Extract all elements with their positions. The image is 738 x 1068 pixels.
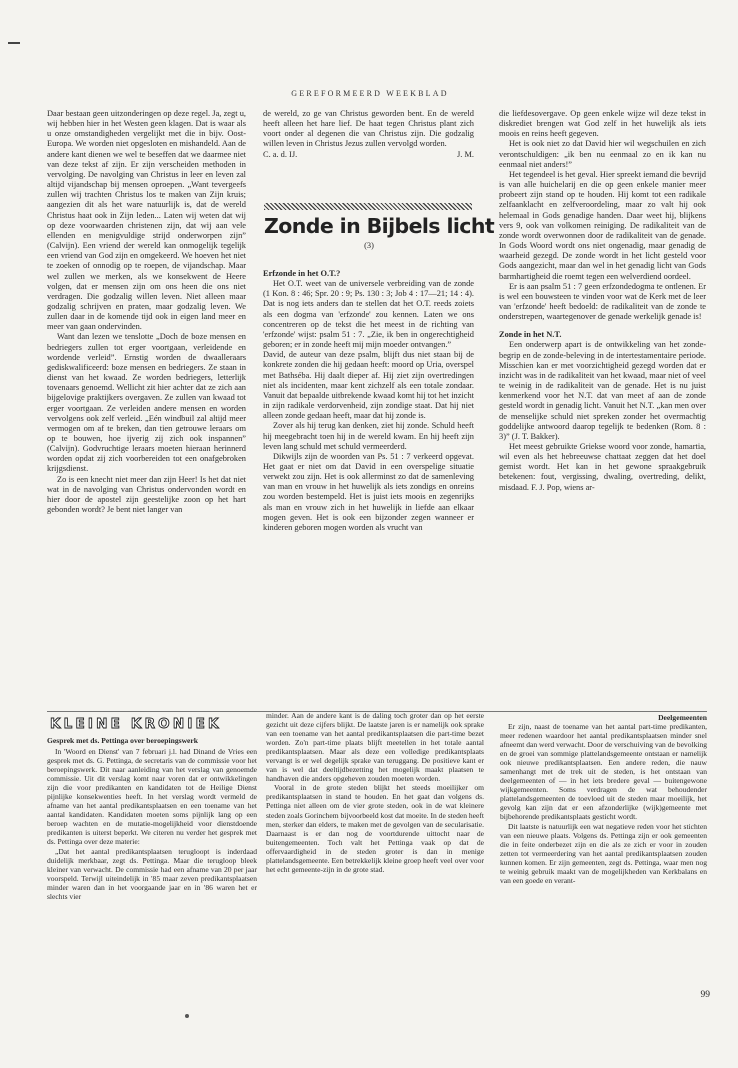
article-title: Zonde in Bijbels licht — [264, 214, 495, 238]
signature-right: J. M. — [457, 149, 474, 159]
paragraph: Zover als hij terug kan denken, ziet hij zonde. Schuld heeft hij meegebracht toen hij in de wereld kwam. En hij heeft zijn leven lang schuld met schuld vermeerderd. — [263, 421, 474, 451]
paragraph: Het is ook niet zo dat David hier wil wegschuilen en zich verontschuldigen: „ik ben nu eenmaal zo en ik kan nu eenmaal niet anders!” — [499, 139, 706, 169]
section-heading: Zonde in het N.T. — [499, 330, 562, 340]
page-edge-mark — [8, 42, 20, 44]
scan-mark — [185, 1014, 189, 1018]
column-2-top-text — [263, 109, 474, 199]
paragraph: Want dan lezen we tenslotte „Doch de boze mensen en bedriegers zullen tot erger voortgaan, verleidende en wordende verleid”. Ernstig worden de dwaalleraars gediskwalificeerd: boze mensen en bedriegers. Ze staan in dienst van het kwaad. Ze worden bedriegers, letterlijk tovenaars genoemd. Wellicht zit hier achter dat ze zich aan bijgelovige praktijkers overgaven. Ze zullen van kwaad tot erger voortgaan. Ze verleiden andere mensen en worden vervolgens ook zelf verleid. „Eén windbuil zal altijd meer vermogen om af te breken, dan tien getrouwe leraars om op te bouwen, hoe ijverig zij zich ook inspannen” (Calvijn). Godvruchtige leraars moeten hieraan herinnerd worden opdat zij zich voorbereiden tot een onafgebroken krijgsdienst. — [47, 332, 246, 474]
kroniek-column-1 — [47, 747, 257, 1005]
paragraph: Het O.T. weet van de universele verbreiding van de zonde (1 Kon. 8 : 46; Spr. 20 : 9; Ps. 130 : 3; Job 4 : 17—21; 14 : 4). Dat is nog iets anders dan te stellen dat het O.T. reeds zoiets als een dogma van 'erfzonde' zou kennen. Laten we ons concentreren op de tekst die het meest in de richting van 'erfzonde' wijst: psalm 51 : 7. „Zie, ik ben in ongerechtigheid geboren; er in zonde heeft mij mijn moeder ontvangen.” — [263, 279, 474, 350]
paragraph: Dit laatste is natuurlijk een wat negatieve reden voor het stichten van een nieuwe plaats. Volgens ds. Pettinga zijn er ook gemeenten die in feite onderbezet zijn en die als ze zich er voor in zouden zetten tot vermeerdering van het aantal predikantsplaatsen zouden kunnen komen. Er zijn gemeenten, zegt ds. Pettinga, waar men nog te weinig gebruik maakt van de mogelijkheden van Kerkbalans en van een goede en verant- — [500, 821, 707, 885]
paragraph: Het tegendeel is het geval. Hier spreekt iemand die bevrijd is van alle huichelarij en die op geen enkele manier meer probeert zijn stand op te houden. Hij komt tot een radikale zelfaanklacht en zelfveroordeling, maar zo valt hij ook helemaal in Gods genadige handen. Daar weet hij, blijkens vers 9, ook van volkomen reiniging. De radikaliteit van de zonde wordt overwonnen door de radikaliteit van de genade. In Gods Woord wordt ons niet ongenadig, maar genadig de waarheid gezegd. De zonde wordt in het licht gesteld voor Gods aangezicht, maar dan wel in het genadig licht van Gods barmhartigheid die roemt tegen een welverdiend oordeel. — [499, 169, 706, 281]
paragraph: „Dat het aantal predikantsplaatsen terugloopt is inderdaad duidelijk merkbaar, zegt ds. Pettinga. Maar die terugloop bleek kleiner van verwacht. De commissie had een afname van 20 per jaar voorspeld. Terwijl uiteindelijk in '85 maar zeven predikantsplaatsen minder waren dan in het voorgaande jaar en in '86 waren het er slechts vier — [47, 846, 257, 901]
signature-line — [263, 150, 474, 160]
page-number: 99 — [700, 990, 710, 1000]
section-heading: Erfzonde in het O.T.? — [263, 269, 341, 278]
paragraph: Vooral in de grote steden blijkt het steeds moeilijker om predikantsplaatsen in stand te houden. En het gaat dan volgens ds. Pettinga niet alleen om de vier grote steden, ook in de wat kleinere steden zoals Gorinchem bijvoorbeeld kost dat moeite. In de steden heeft men, sterker dan elders, te maken met de gevolgen van de secularisatie. Daarnaast is er dan nog de voortdurende uittocht naar de buitengemeenten. Toch valt het Pettinga vaak op dat de offervaardigheid in de steden groter is dan in menige plattelandsgemeente. Een betrekkelijk kleine groep heeft veel over voor het echt gemeente-zijn in de grote stad. — [266, 783, 484, 874]
paragraph: Het meest gebruikte Griekse woord voor zonde, hamartia, wil even als het hebreeuwse chattaat zeggen dat het doel gemist wordt. Het kan in het gewone spraakgebruik betekenen: fout, vergissing, dwaling, overtreding, delikt, misdaad. F. J. Pop, wiens ar- — [499, 442, 706, 492]
paragraph: Daar bestaan geen uitzonderingen op deze regel. Ja, zegt u, wij hebben hier in het Westen geen klagen. Dat is waar als u onze omstandigheden vergelijkt met die in bijv. Oost-Europa. We worden niet opgesloten en mishandeld. Aan de andere kant dienen we wel te beseffen dat we daarmee niet van deze tekst af zijn. Er zijn verscheiden methoden in vervolging. De navolging van Christus in leer en leven zal altijd vijandschap bij mensen oproepen. „Want tevergeefs zullen wij trachten Christus los te maken van Zijn kruis; aangezien dit als het ware natuurlijk is, dat de wereld Christus haat ook in Zijn leden... Laten wij weten dat wij op deze voorwaarden christenen zijn, dat wij aan vele ellenden en menigvuldige strijd onderworpen zijn” (Calvijn). Een vriend der wereld kan onmogelijk tegelijk een vriend van God zijn en omgekeerd. We hoeven het niet te zoeken of onnodig op te roepen, de vijandschap. Maar wel zullen we merken, als we konsekwent de Heere volgen, dat er mensen zijn om ons heen die ons niet verdragen. Die godzalig willen leven. Niet alleen maar godzalig schrijven en praten, maar godzalig leven. We zullen daar in de komende tijd ook in eigen land meer en meer van gaan ondervinden. — [47, 109, 246, 332]
kroniek-subheading: Deelgemeenten — [658, 713, 707, 722]
paragraph: Een onderwerp apart is de ontwikkeling van het zonde-begrip en de zonde-beleving in de intertestamentaire periode. Misschien kan er met voorzichtigheid gezegd worden dat er inzicht was in de radikaliteit van het kwaad, maar niet of veel te weinig in de radikaliteit van de genade. Het is nu juist kenmerkend voor het N.T. dat van meet af aan de zonde gesteld wordt in genadig licht. Vanuit het N.T. „kan men over de menselijke schuld niet spreken zonder het overmachtig goddelijke antwoord daarop tegelijk te bedenken (Rom. 8 : 3)” (J. T. Bakker). — [499, 340, 706, 441]
kroniek-subtitle: Gesprek met ds. Pettinga over beroepingswerk — [47, 736, 199, 745]
kroniek-column-2 — [266, 711, 484, 1005]
column-1-text — [47, 109, 246, 697]
paragraph: Zo is een knecht niet meer dan zijn Heer! Is het dat niet wat in de navolging van Christus ondervonden wordt en hier door de apostel zijn geestelijke zoon op het hart gebonden wordt? Je bent niet langer van — [47, 474, 246, 515]
signature-left: C. a. d. IJ. — [263, 149, 298, 159]
running-header: GEREFORMEERD WEEKBLAD — [291, 89, 449, 98]
paragraph: Dikwijls zijn de woorden van Ps. 51 : 7 verkeerd opgevat. Het gaat er niet om dat David in een overspelige situatie verwekt zou zijn. Het is ook allerminst zo dat de samenleving van man en vrouw in het huwelijk als iets zondigs en onreins zou worden bestempeld. Het is juist iets moois en zegenrijks als man en vrouw zich in het huwelijk in liefde aan elkaar mogen geven. Het is ook een bijzonder zegen wanneer er kinderen geboren mogen worden als vrucht van — [263, 451, 474, 532]
paragraph: die liefdesovergave. Op geen enkele wijze wil deze tekst in diskrediet brengen wat God zelf in het huwelijk als iets moois en reins heeft gegeven. — [499, 109, 706, 139]
paragraph: Er is aan psalm 51 : 7 geen erfzondedogma te ontlenen. Er is wel een bouwsteen te vinden voor wat de Kerk met de leer van 'erfzonde' heeft bedoeld: de radikaliteit van de zonde te onderstrepen, waartegenover de genade werkelijk genade is! — [499, 281, 706, 322]
column-2-article-text — [263, 269, 474, 702]
decorative-divider — [264, 203, 472, 210]
paragraph: David, de auteur van deze psalm, blijft dus niet staan bij de konkrete zonden die hij gedaan heeft: moord op Uria, overspel met Bathséba. Hij daalt dieper af. Hij ziet zijn overtredingen niet als incidenten, maar kent zichzelf als een totale zondaar. Vanuit dat bepaalde uitbrekende kwaad komt hij tot het inzicht in zijn radikale verdorvenheid, zijn zondige staat. Dat hij niet alleen zonde gedaan heeft, maar dat hij zonde is. — [263, 350, 474, 421]
kroniek-title: KLEINE KRONIEK — [50, 716, 222, 732]
article-part-number: (3) — [364, 241, 374, 250]
paragraph: In 'Woord en Dienst' van 7 februari j.l. had Dinand de Vries een gesprek met ds. G. Pettinga, de secretaris van de commissie voor het beroepingswerk. Dit naar aanleiding van het verslag van genoemde commissie. Uit dit verslag komt naar voren dat er ontwikkelingen zijn die voor predikanten en kandidaten tot de Heilige Dienst pijnlijke konsekwenties heeft. In het verslag wordt vermeld de afname van het aantal predikantsplaatsen en een toename van het aantal kandidaten. Kandidaten moeten soms pijnlijk lang op een beroep wachten en de mutatie-mogelijkheid voor dienstdoende predikanten is uiterst beperkt. We citeren nu verder het gesprek met ds. Pettinga over deze materie: — [47, 747, 257, 847]
paragraph: de wereld, zo ge van Christus geworden bent. En de wereld heeft alleen het hare lief. De haat tegen Christus plant zich voort onder al degenen die van Christus zijn. Die godzalig willen leven in Christus Jezus zullen vervolgd worden. — [263, 109, 474, 149]
paragraph: minder. Aan de andere kant is de daling toch groter dan op het eerste gezicht uit deze cijfers blijkt. De laatste jaren is er namelijk ook sprake van een toename van het aantal predikantsplaatsen die part-time bezet worden. Zo'n part-time plaats blijft meetellen in het totale aantal predikantsplaatsen. Maar als deze een volledige predikantsplaats vervangt is er wel degelijk sprake van teruggang. De positieve kant er van is wel dat deeltijdbezetting het mogelijk maakt plaatsen te handhaven die anders opgeheven zouden moeten worden. — [266, 711, 484, 784]
kroniek-column-3 — [500, 722, 707, 1005]
paragraph: Er zijn, naast de toename van het aantal part-time predikanten, meer redenen waardoor het aantal predikantsplaatsen minder snel afneemt dan werd verwacht. Door de verschuiving van de bevolking en de groei van sommige plattelandsgemeente ontstaan er namelijk ook nieuwe predikantsplaatsen. Een andere reden, die nauw samenhangt met de trek uit de steden, is het ontstaan van deelgemeenten of — in het iets bredere geval — buitengewone wijkgemeenten. Soms verdragen de wat behoudender plattelandsgemeenten de toevloed uit de steden maar moeilijk, het gevolg kan zijn dat er een afzonderlijke (wijk)gemeente met bijbehorende predikantsplaats gesticht wordt. — [500, 722, 707, 822]
column-3-article-text — [499, 109, 706, 702]
